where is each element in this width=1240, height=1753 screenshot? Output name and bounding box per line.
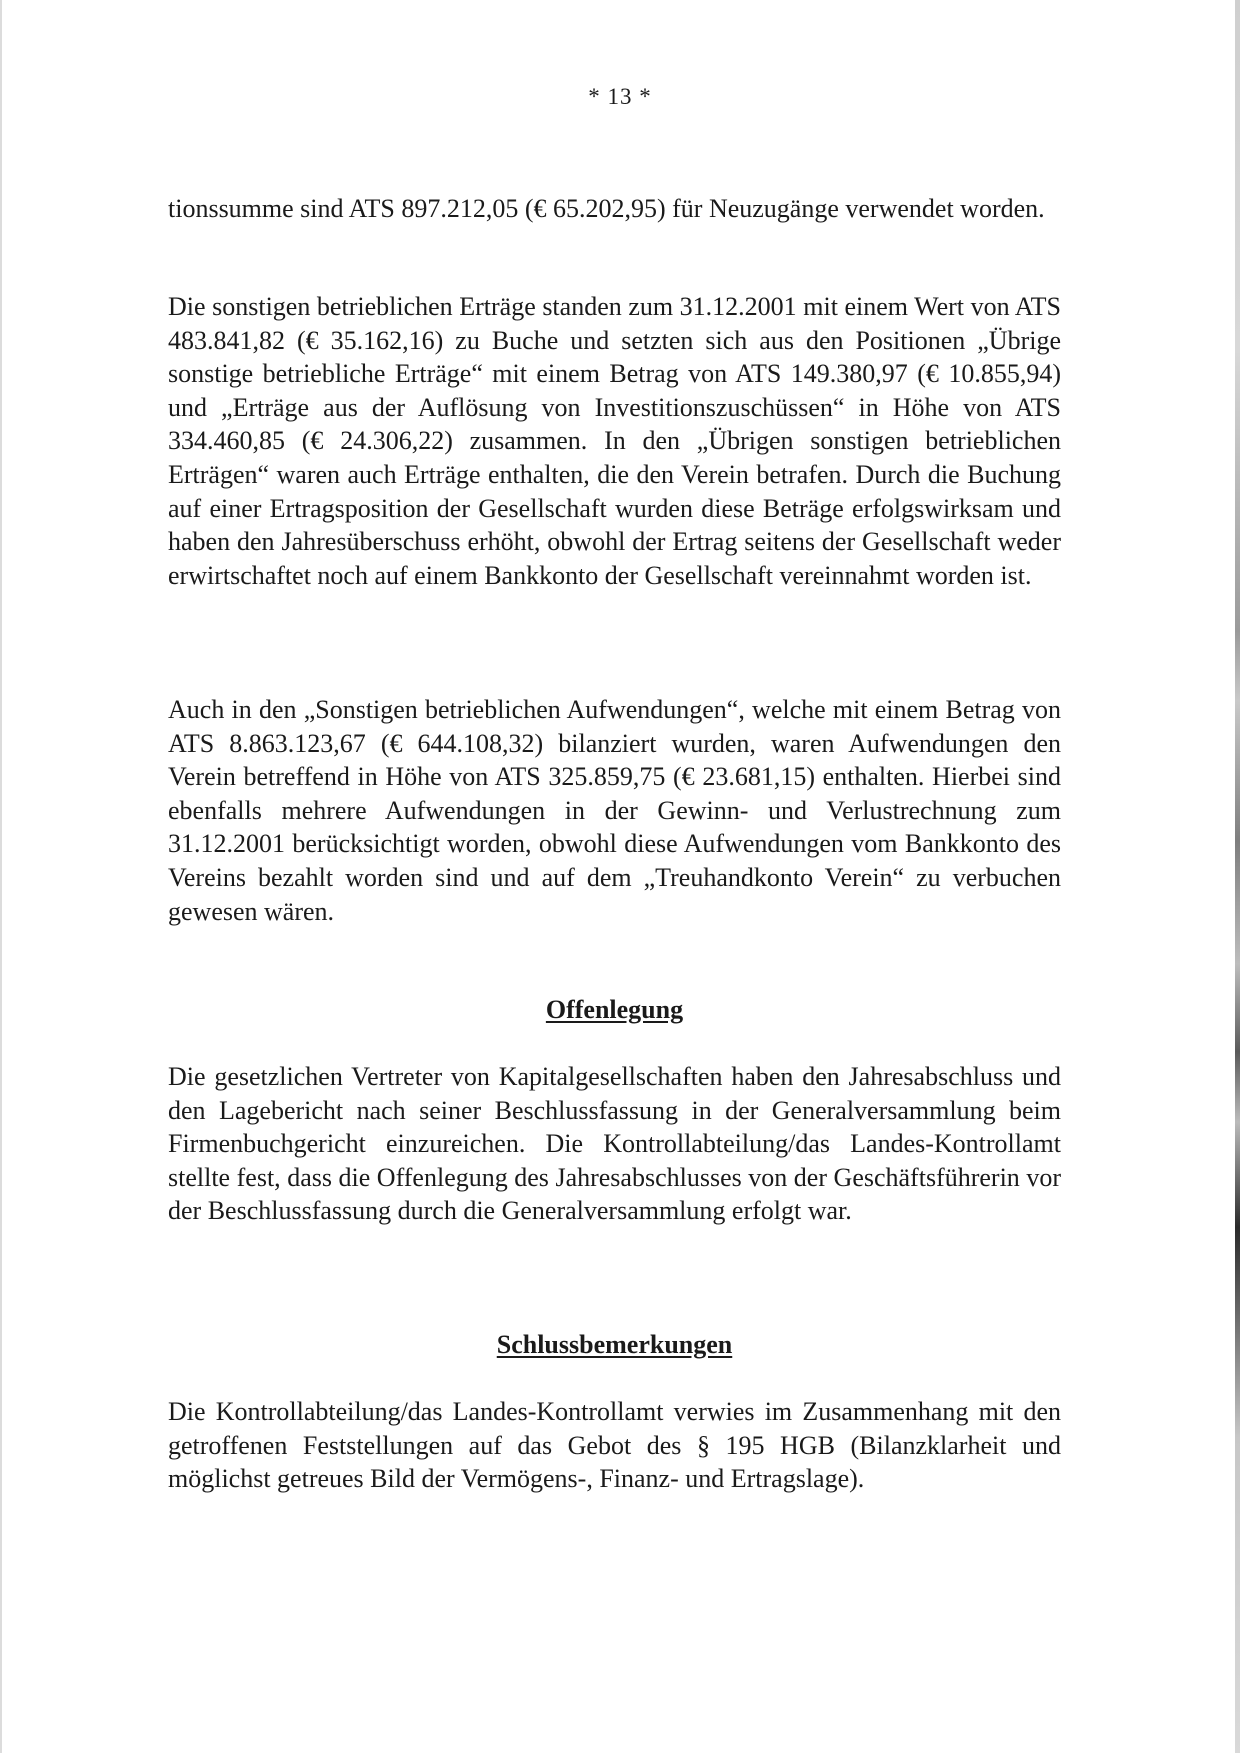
paragraph-neuzugaenge: tionssumme sind ATS 897.212,05 (€ 65.202,95) für Neuzugänge verwendet worden. (168, 194, 1045, 223)
scan-edge-left (0, 0, 2, 1753)
heading-offenlegung: Offenlegung (545, 995, 684, 1024)
page-number: * 13 * (588, 84, 652, 109)
paragraph-sonstige-ertraege: Die sonstigen betrieblichen Erträge standen zum 31.12.2001 mit einem Wert von ATS 483.841,82 (€ 35.162,16) zu Buche und setzten sich aus den Positionen „Übrige sonstige betriebliche Erträge“ mit einem Betrag von ATS 149.380,97 (€ 10.855,94) und „Erträge aus der Auflösung von Investitionszuschüssen“ in Höhe von ATS 334.460,85 (€ 24.306,22) zusammen. In den „Übrigen sonstigen betrieblichen Erträgen“ waren auch Erträge enthalten, die den Verein betrafen. Durch die Buchung auf einer Ertragsposition der Gesellschaft wurden diese Beträge erfolgswirksam und haben den Jahresüberschuss erhöht, obwohl der Ertrag seitens der Gesellschaft weder erwirtschaftet noch auf einem Bankkonto der Gesellschaft vereinnahmt worden ist. (168, 292, 1061, 590)
paragraph-sonstige-aufwendungen: Auch in den „Sonstigen betrieblichen Aufwendungen“, welche mit einem Betrag von ATS 8.863.123,67 (€ 644.108,32) bilanziert wurden, waren Aufwendungen den Verein betreffend in Höhe von ATS 325.859,75 (€ 23.681,15) enthalten. Hierbei sind ebenfalls mehrere Aufwendungen in der Gewinn- und Verlustrechnung zum 31.12.2001 berücksichtigt worden, obwohl diese Aufwendungen vom Bankkonto des Vereins bezahlt worden sind und auf dem „Treuhandkonto Verein“ zu verbuchen gewesen wären. (168, 695, 1061, 926)
paragraph-offenlegung: Die gesetzlichen Vertreter von Kapitalgesellschaften haben den Jahresabschluss und den Lagebericht nach seiner Beschlussfassung in der Generalversammlung beim Firmenbuchgericht einzureichen. Die Kontrollabteilung/das Landes-Kontrollamt stellte fest, dass die Offenlegung des Jahresabschlusses von der Geschäftsführerin vor der Beschlussfassung durch die Generalversammlung erfolgt war. (168, 1062, 1061, 1226)
paragraph-schlussbemerkungen: Die Kontrollabteilung/das Landes-Kontrollamt verwies im Zusammenhang mit den getroffenen Feststellungen auf das Gebot des § 195 HGB (Bilanzklarheit und möglichst getreues Bild der Vermögens-, Finanz- und Ertragslage). (168, 1397, 1061, 1494)
heading-schlussbemerkungen: Schlussbemerkungen (496, 1330, 733, 1359)
scan-edge-right (1235, 0, 1240, 1753)
